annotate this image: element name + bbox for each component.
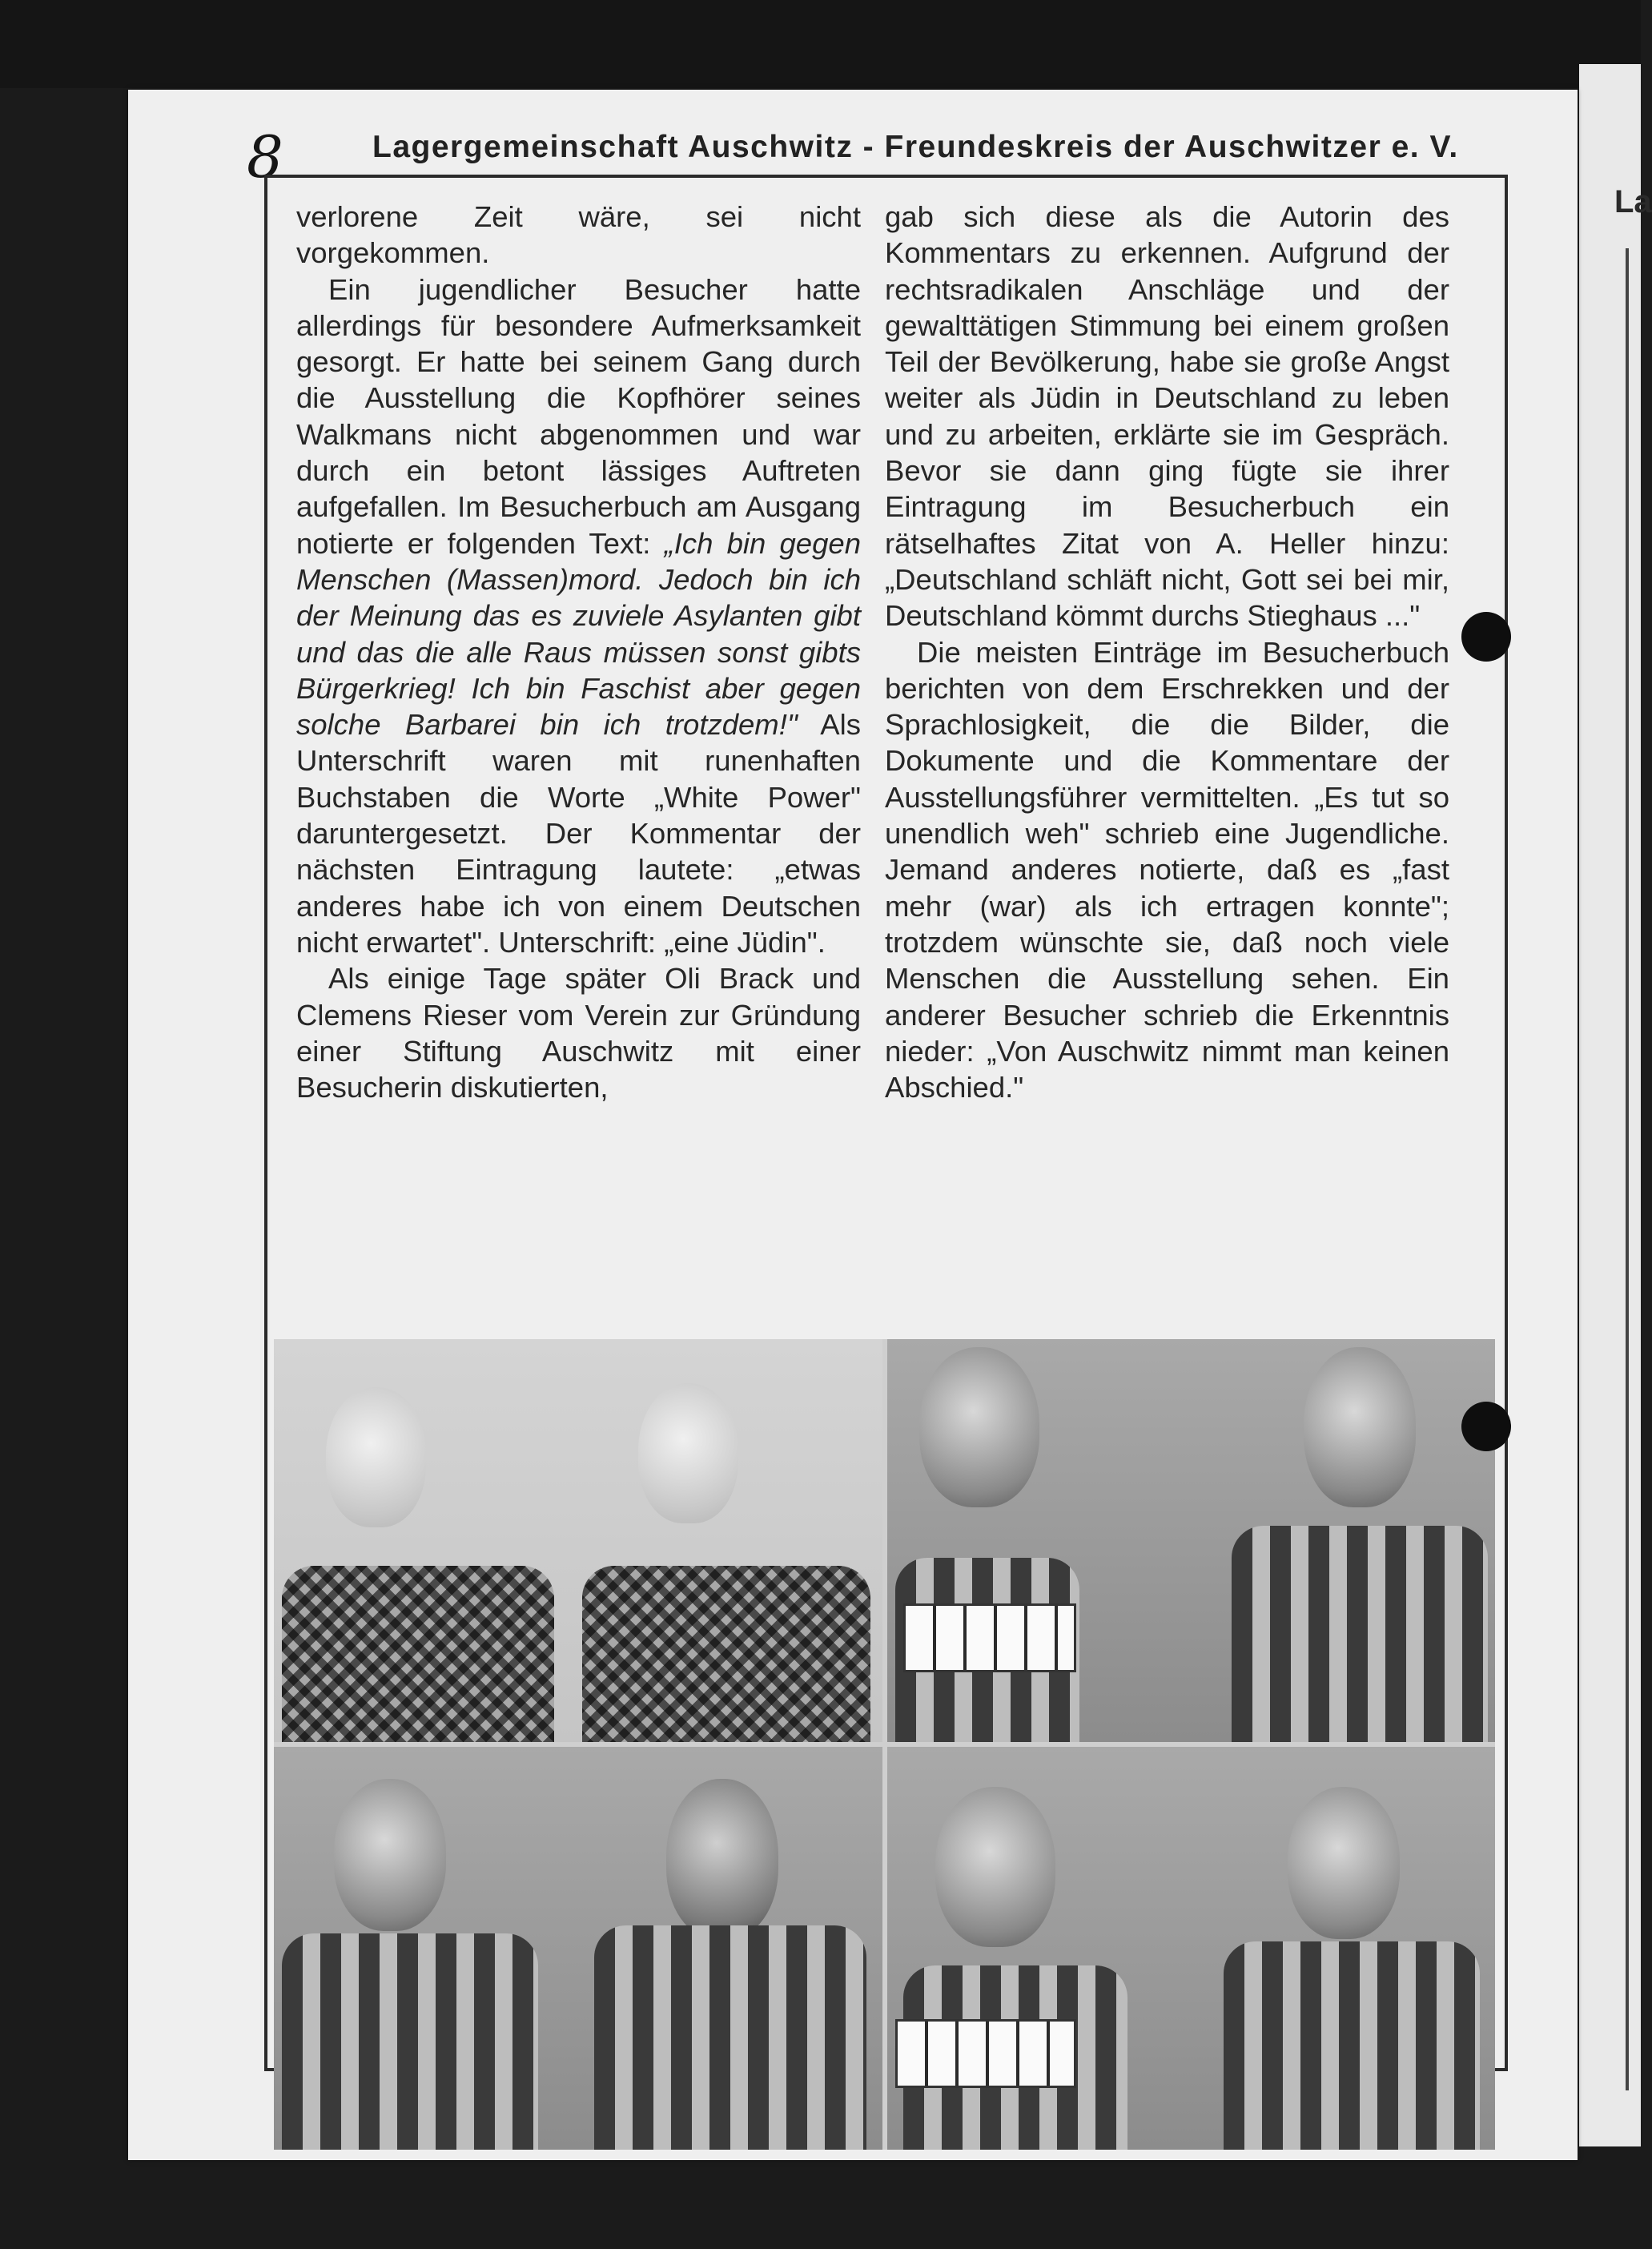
portrait-body <box>282 1566 554 1742</box>
running-head: Lagergemeinschaft Auschwitz - Freundeskreis der Auschwitzer e. V. <box>372 130 1459 164</box>
adjacent-page-border <box>1626 248 1629 2090</box>
prisoner-photo <box>274 1747 882 2150</box>
adjacent-page-edge <box>1579 64 1652 2146</box>
portrait-head <box>935 1787 1055 1947</box>
background <box>0 0 1641 88</box>
portrait-head <box>326 1387 426 1527</box>
guestbook-quote: „Ich bin gegen Menschen (Massen)mord. Jedoch bin ich der Meinung das es zuviele Asylanten gibt und das die alle Raus müssen sonst gibts Bürgerkrieg! Ich bin Faschist aber gegen solche Barbarei bin ich trotzdem!" <box>296 526 861 742</box>
prisoner-photo <box>274 1339 882 1742</box>
portrait-body <box>1232 1526 1488 1742</box>
paragraph: Die meisten Einträge im Besucherbuch berichten von dem Erschrekken und der Sprachlosigkeit, die die Bilder, die Dokumente und die Kommentare der Ausstellungsführer vermittelten. „Es tut so unendlich weh" schrieb eine Jugendliche. Jemand anderes notierte, daß es „fast mehr (war) als ich ertragen konnte"; trotzdem wünschte sie, daß noch viele Menschen die Ausstellung sehen. Ein anderer Besucher schrieb die Erkenntnis nieder: „Von Auschwitz nimmt man keinen Abschied." <box>885 635 1449 1104</box>
portrait-head <box>1288 1787 1400 1939</box>
portrait-body <box>582 1566 870 1742</box>
number-plate <box>903 1603 1076 1672</box>
binder-hole <box>1461 1402 1511 1451</box>
page-number: 8 <box>247 123 283 191</box>
portrait-head <box>1304 1347 1416 1507</box>
prisoner-photo-grid <box>274 1339 1495 2150</box>
paragraph: Als einige Tage später Oli Brack und Clemens Rieser vom Verein zur Gründung einer Stiftung Auschwitz mit einer Besucherin diskutierten, <box>296 962 861 1104</box>
paragraph: Ein jugendlicher Besucher hatte allerdings für besondere Aufmerksamkeit gesorgt. Er hatte bei seinem Gang durch die Ausstellung die Kopfhörer seines Walkmans nicht abgenommen und war durch ein betont lässiges Auftreten aufgefallen. Im Besucherbuch am Ausgang notierte er folgenden Text: „Ich bin gegen Menschen (Massen)mord. Jedoch bin ich der Meinung das es zuviele Asylanten gibt und das die alle Raus müssen sonst gibts Bürgerkrieg! Ich bin Faschist aber gegen solche Barbarei bin ich trotzdem!" Als Unterschrift waren mit runenhaften Buchstaben die Worte „White Power" daruntergesetzt. Der Kommentar der nächsten Eintragung lautete: „etwas anderes habe ich von einem Deutschen nicht erwartet". Unterschrift: „eine Jüdin". <box>296 272 861 959</box>
article-frame <box>264 175 1508 2071</box>
portrait-head <box>638 1383 738 1523</box>
left-column <box>296 199 861 1105</box>
binder-hole <box>1461 612 1511 662</box>
adjacent-page-fragment: La <box>1614 184 1652 219</box>
paragraph: gab sich diese als die Autorin des Kommentars zu erkennen. Aufgrund der rechtsradikalen Anschläge und der gewalttätigen Stimmung bei einem großen Teil der Bevölkerung, habe sie große Angst weiter als Jüdin in Deutschland zu leben und zu arbeiten, erklärte sie im Gespräch. Bevor sie dann ging fügte sie ihrer Eintragung im Besucherbuch ein rätselhaftes Zitat von A. Heller hinzu: „Deutschland schläft nicht, Gott sei bei mir, Deutschland kömmt durchs Stieghaus ..." <box>885 200 1449 633</box>
portrait-head <box>919 1347 1039 1507</box>
prisoner-photo <box>887 1747 1496 2150</box>
portrait-body <box>594 1925 866 2150</box>
portrait-body <box>282 1933 538 2150</box>
portrait-head <box>334 1779 446 1931</box>
paragraph: verlorene Zeit wäre, sei nicht vorgekommen. <box>296 200 861 270</box>
number-plate <box>895 2019 1076 2088</box>
portrait-head <box>666 1779 778 1939</box>
document-page <box>128 90 1578 2160</box>
prisoner-photo <box>887 1339 1496 1742</box>
right-column <box>885 199 1449 1105</box>
portrait-body <box>1224 1941 1480 2150</box>
page-header <box>128 90 1578 191</box>
